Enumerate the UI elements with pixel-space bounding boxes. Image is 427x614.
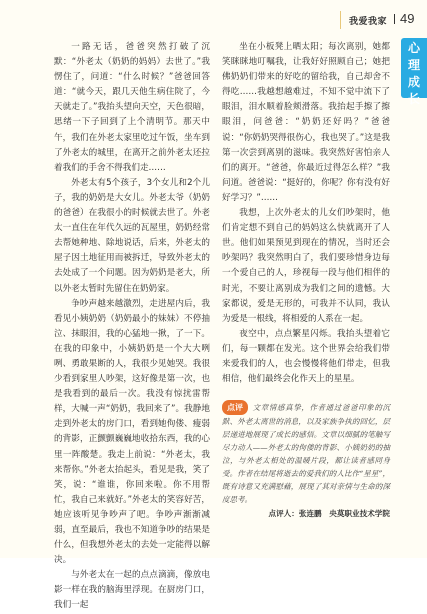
side-tab-char: 心 bbox=[407, 41, 420, 55]
paragraph: 坐在小板凳上晒太阳；每次离别，她都笑眯眯地叮嘱我，让我好好照顾自己；她把佛奶奶们带来的好吃的留给我，自己却舍不得吃……我越想越难过，不知不觉中流下了眼泪，泪水顺着脸颊滑落。我抬起手擦了擦眼泪，问爸爸：“奶奶还好吗？”爸爸说：“你奶奶哭得很伤心，我也哭了。”这是我第一次尝到离别的滋味。我突然好害怕亲人们的离开。“爸爸，你最近过得怎么样？”我问道。爸爸说：“挺好的，你呢？你有没有好好学习？”…… bbox=[222, 42, 390, 203]
side-tab-char: 理 bbox=[407, 58, 420, 72]
editor-comment bbox=[222, 400, 390, 519]
comment-signature: 点评人：张连鹏 央莫职业技术学院 bbox=[268, 509, 390, 518]
paragraph: 一路无话，爸爸突然打破了沉默：“外老太（奶奶的妈妈）去世了。”我愣住了，问道：“什么时候？”爸爸回答道：“就今天，跟几天他生病住院了，今天就走了。”我抬头望向天空，天色很暗，思绪一下子回到了上个清明节。那天中午，我们在外老太家里吃过午饭，坐车到了外老太的城里，在离开之前外老太还拉着我们的手舍不得我们走…… bbox=[54, 42, 210, 173]
paragraph: 夜空中，点点繁星闪烁。我抬头望着它们，每一颗都在发光。这个世界会给我们带来爱我们的人，也会慢慢将他们带走，但我相信，他们最终会化作天上的星星。 bbox=[222, 328, 390, 385]
comment-text: 文章情感真挚，作者通过爸爸印象的沉默、外老太离世的消息，以及家族争执的回忆，层层递进地展现了成长的感悟。文章以细腻的笔触写尽力动人——外老太的佝偻的背影、小姨奶奶的抽泣，与外老太相处的温暖片段，都让读者感同身受。作者在结尾将逝去的爱我们的人比作“星星”，既有诗意又充满慰藉，展现了其对亲情与生命的深度思考。 bbox=[222, 403, 390, 504]
paragraph: 我想，上次外老太的儿女们吵架时，他们肯定想不到自己的妈妈这么快就离开了人世。他们如果预见到现在的情况，当时还会吵架吗？我突然明白了，我们要珍惜身边每一个爱自己的人，珍视每一段与他们相伴的时光，不要让离别成为我们之间的遗憾。大家都说，爱是无形的，可我并不认同，我认为爱是一根线，将相爱的人系在一起。 bbox=[222, 208, 390, 324]
section-title: 我爱我家 bbox=[349, 17, 388, 27]
side-tab-psychological-growth bbox=[401, 38, 427, 106]
side-tab-char: 成 bbox=[407, 75, 420, 89]
comment-body bbox=[222, 400, 390, 506]
article-left-column bbox=[54, 40, 210, 614]
paragraph: 外老太有5个孩子，3个女儿和2个儿子，我的奶奶是大女儿。外老太爷（奶奶的爸爸）在我很小的时候就去世了。外老太一直住在年代久远的瓦屋里，奶奶经常去帮她种地、除地说话，后来，外老太的屋子因土地征用而被拆迁，导致外老太的去处成了一个问题。因为奶奶是老大，所以外老太暂时先留住在奶奶家。 bbox=[54, 177, 210, 294]
header-divider bbox=[340, 11, 341, 29]
comment-label: 点评 bbox=[222, 400, 248, 415]
page-number: 49 bbox=[400, 11, 415, 26]
article-right-column bbox=[222, 40, 390, 387]
side-tab-char: 长 bbox=[407, 92, 420, 106]
header-separator bbox=[394, 14, 395, 24]
paragraph: 与外老太在一起的点点滴滴，像放电影一样在我的脑海里浮现。在厨房门口，我们一起 bbox=[54, 570, 210, 611]
paragraph: 争吵声越来越激烈，走进屋内后，我看见小姨奶奶（奶奶最小的妹妹）不停抽泣、抹眼泪，我的心猛地一揪，了一下。在我的印象中，小姨奶奶是一个大大咧咧、勇敢果断的人，我很少见她哭。我很少看到家里人吵架，这好像是第一次，也是我看到的最后一次。我没有惊扰雷帮样，大喊一声“奶奶，我回来了”。我静地走到外老太的房门口，看到她佝偻、瘦弱的背影，正颤颤巍巍地收拾东西，我的心里一阵酸楚。我走上前说：“外老太，我来帮你。”外老太抬起头，看见是我，笑了笑，说：“谁谁，你回来啦。你不用帮忙，我自己来就好。”外老太的笑容好苦，她应该听见争吵声了吧。争吵声渐渐减弱，直至最后，我也不知道争吵的结果是什么，但我想外老太的去处一定能得以解决。 bbox=[54, 298, 210, 566]
